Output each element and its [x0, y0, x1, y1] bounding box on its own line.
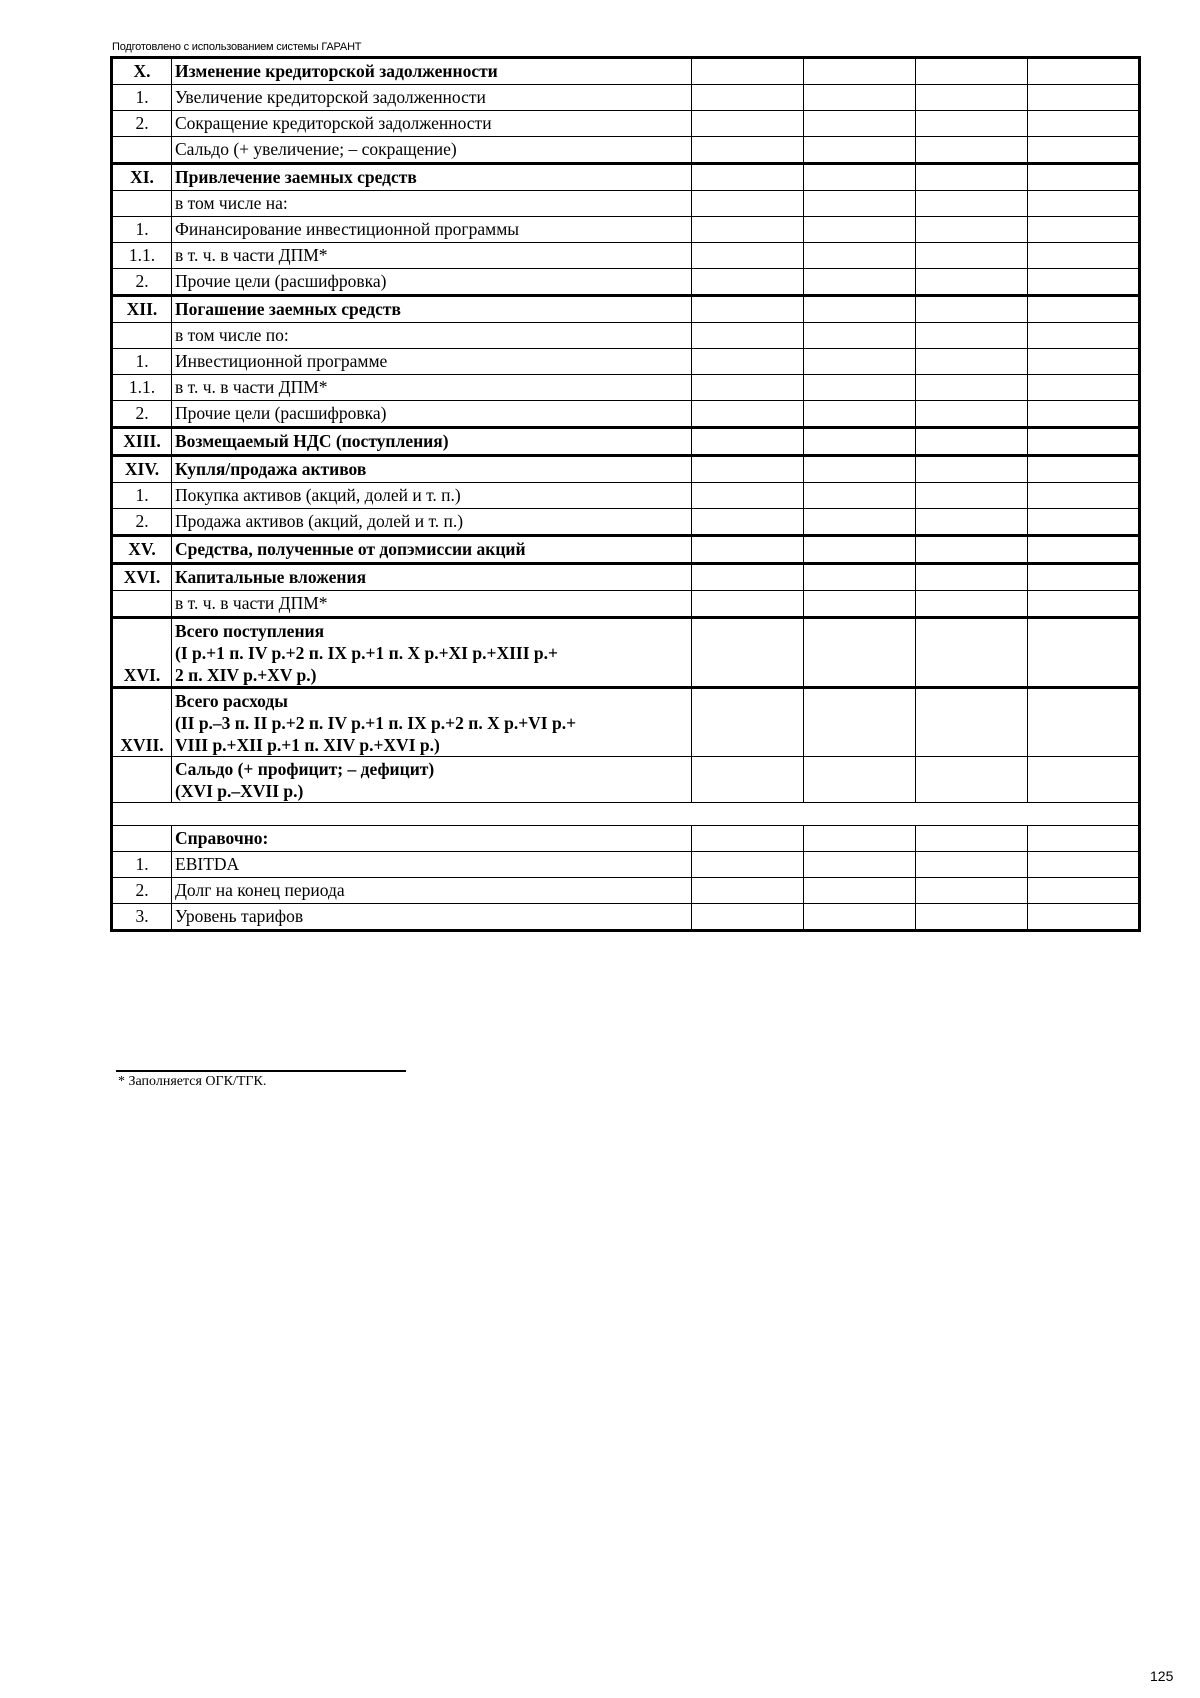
value-cell [1028, 456, 1140, 483]
value-cell [1028, 137, 1140, 164]
row-label-line: в т. ч. в части ДПМ* [175, 377, 328, 397]
table-row [112, 803, 1140, 826]
value-cell [1028, 878, 1140, 904]
row-number: 2. [112, 269, 172, 296]
row-label [172, 269, 692, 296]
row-label-line: Сокращение кредиторской задолженности [175, 113, 492, 133]
row-label [172, 509, 692, 536]
value-cell [804, 323, 916, 349]
table-row [112, 878, 1140, 904]
table-row [112, 852, 1140, 878]
table-row [112, 757, 1140, 803]
value-cell [916, 456, 1028, 483]
value-cell [692, 111, 804, 137]
value-cell [692, 878, 804, 904]
row-number: 3. [112, 904, 172, 931]
table-row [112, 375, 1140, 401]
value-cell [916, 375, 1028, 401]
value-cell [692, 217, 804, 243]
value-cell [1028, 509, 1140, 536]
value-cell [916, 217, 1028, 243]
row-label-line: (I р.+1 п. IV р.+2 п. IX р.+1 п. X р.+XI р.+XIII р.+ [175, 643, 558, 663]
cash-flow-table [110, 56, 1141, 932]
value-cell [804, 826, 916, 852]
value-cell [916, 296, 1028, 323]
table-row [112, 349, 1140, 375]
row-label [172, 618, 692, 688]
row-label-line: Всего поступления [175, 621, 325, 641]
value-cell [916, 564, 1028, 591]
value-cell [916, 536, 1028, 564]
row-label [172, 564, 692, 591]
value-cell [916, 323, 1028, 349]
value-cell [692, 375, 804, 401]
row-label-line: Возмещаемый НДС (поступления) [175, 431, 449, 451]
value-cell [692, 85, 804, 111]
value-cell [692, 591, 804, 618]
row-label [172, 757, 692, 803]
row-label [172, 456, 692, 483]
value-cell [1028, 591, 1140, 618]
value-cell [804, 509, 916, 536]
row-number: 2. [112, 401, 172, 428]
value-cell [804, 217, 916, 243]
value-cell [1028, 483, 1140, 509]
value-cell [692, 323, 804, 349]
value-cell [916, 878, 1028, 904]
row-number: XVII. [112, 688, 172, 757]
table-row [112, 483, 1140, 509]
footnote: * Заполняется ОГК/ТГК. [118, 1074, 267, 1089]
table-row [112, 591, 1140, 618]
value-cell [804, 58, 916, 85]
row-label-line: в том числе по: [175, 325, 289, 345]
value-cell [692, 852, 804, 878]
table-row [112, 58, 1140, 85]
value-cell [692, 757, 804, 803]
value-cell [916, 401, 1028, 428]
value-cell [692, 428, 804, 456]
value-cell [692, 564, 804, 591]
row-label-line: Сальдо (+ профицит; – дефицит) [175, 759, 435, 779]
value-cell [916, 243, 1028, 269]
value-cell [916, 111, 1028, 137]
row-label [172, 483, 692, 509]
value-cell [804, 191, 916, 217]
value-cell [804, 85, 916, 111]
value-cell [916, 85, 1028, 111]
table-row [112, 564, 1140, 591]
table-row [112, 243, 1140, 269]
row-number: 1.1. [112, 375, 172, 401]
table-row [112, 428, 1140, 456]
row-label [172, 591, 692, 618]
row-label-line: Изменение кредиторской задолженности [175, 61, 498, 81]
page-number: 125 [1150, 1668, 1174, 1684]
value-cell [804, 428, 916, 456]
value-cell [804, 375, 916, 401]
row-label-line: в т. ч. в части ДПМ* [175, 593, 328, 613]
row-number: XVI. [112, 618, 172, 688]
row-label [172, 904, 692, 931]
row-label [172, 191, 692, 217]
value-cell [1028, 217, 1140, 243]
value-cell [804, 401, 916, 428]
value-cell [916, 137, 1028, 164]
table-row [112, 111, 1140, 137]
value-cell [804, 688, 916, 757]
row-label [172, 243, 692, 269]
row-label-line: в т. ч. в части ДПМ* [175, 245, 328, 265]
row-number: 2. [112, 111, 172, 137]
row-label [172, 296, 692, 323]
value-cell [804, 852, 916, 878]
table-row [112, 164, 1140, 191]
header-note: Подготовлено с использованием системы ГАРАНТ [112, 41, 362, 53]
row-label-line: Прочие цели (расшифровка) [175, 403, 387, 423]
row-label [172, 375, 692, 401]
value-cell [804, 111, 916, 137]
row-label [172, 401, 692, 428]
table-row [112, 323, 1140, 349]
row-label-line: Прочие цели (расшифровка) [175, 271, 387, 291]
value-cell [916, 58, 1028, 85]
row-number: 1.1. [112, 243, 172, 269]
table-row [112, 688, 1140, 757]
row-label-line: Финансирование инвестиционной программы [175, 219, 520, 239]
value-cell [692, 456, 804, 483]
row-number: XIV. [112, 456, 172, 483]
table-row [112, 618, 1140, 688]
row-label-line: Долг на конец периода [175, 880, 345, 900]
value-cell [692, 688, 804, 757]
value-cell [804, 591, 916, 618]
row-label [172, 164, 692, 191]
row-number [112, 826, 172, 852]
value-cell [1028, 564, 1140, 591]
row-label-line: VIII р.+XII р.+1 п. XIV р.+XVI р.) [175, 735, 440, 755]
row-label [172, 217, 692, 243]
value-cell [692, 349, 804, 375]
row-label-line: Капитальные вложения [175, 567, 367, 587]
value-cell [1028, 375, 1140, 401]
value-cell [1028, 191, 1140, 217]
row-number: 1. [112, 349, 172, 375]
table-row [112, 217, 1140, 243]
row-number: XV. [112, 536, 172, 564]
row-label [172, 58, 692, 85]
row-number: XVI. [112, 564, 172, 591]
value-cell [692, 826, 804, 852]
row-label [172, 349, 692, 375]
value-cell [916, 349, 1028, 375]
row-label [172, 323, 692, 349]
table-row [112, 401, 1140, 428]
row-label [172, 428, 692, 456]
value-cell [1028, 164, 1140, 191]
value-cell [1028, 349, 1140, 375]
value-cell [692, 904, 804, 931]
value-cell [804, 536, 916, 564]
row-number: XI. [112, 164, 172, 191]
value-cell [916, 591, 1028, 618]
row-label [172, 111, 692, 137]
row-number [112, 757, 172, 803]
value-cell [804, 296, 916, 323]
table-row [112, 85, 1140, 111]
row-number: 1. [112, 85, 172, 111]
value-cell [1028, 111, 1140, 137]
value-cell [916, 904, 1028, 931]
value-cell [1028, 536, 1140, 564]
row-label [172, 85, 692, 111]
value-cell [804, 564, 916, 591]
value-cell [804, 164, 916, 191]
value-cell [916, 483, 1028, 509]
row-label-line: Справочно: [175, 828, 269, 848]
value-cell [916, 618, 1028, 688]
value-cell [692, 269, 804, 296]
table-row [112, 536, 1140, 564]
row-label-line: Уровень тарифов [175, 906, 304, 926]
row-label [172, 852, 692, 878]
value-cell [804, 618, 916, 688]
row-label-line: Погашение заемных средств [175, 299, 401, 319]
row-number [112, 323, 172, 349]
value-cell [1028, 826, 1140, 852]
value-cell [804, 456, 916, 483]
value-cell [692, 164, 804, 191]
value-cell [1028, 852, 1140, 878]
row-label [172, 688, 692, 757]
value-cell [1028, 757, 1140, 803]
value-cell [916, 269, 1028, 296]
table-row [112, 191, 1140, 217]
row-number [112, 191, 172, 217]
value-cell [692, 618, 804, 688]
value-cell [692, 243, 804, 269]
row-number: X. [112, 58, 172, 85]
row-label-line: (II р.–3 п. II р.+2 п. IV р.+1 п. IX р.+2 п. X р.+VI р.+ [175, 713, 577, 733]
value-cell [916, 688, 1028, 757]
value-cell [1028, 243, 1140, 269]
value-cell [916, 852, 1028, 878]
row-label [172, 826, 692, 852]
table-row [112, 296, 1140, 323]
row-label-line: Покупка активов (акций, долей и т. п.) [175, 485, 461, 505]
value-cell [1028, 85, 1140, 111]
value-cell [916, 428, 1028, 456]
row-label-line: (XVI р.–XVII р.) [175, 781, 304, 801]
table-body [112, 58, 1140, 931]
value-cell [1028, 618, 1140, 688]
value-cell [916, 757, 1028, 803]
value-cell [1028, 323, 1140, 349]
value-cell [1028, 58, 1140, 85]
row-number: XIII. [112, 428, 172, 456]
table-row [112, 269, 1140, 296]
row-label-line: Сальдо (+ увеличение; – сокращение) [175, 139, 457, 159]
row-label-line: 2 п. XIV р.+XV р.) [175, 665, 317, 685]
value-cell [1028, 296, 1140, 323]
row-label-line: Продажа активов (акций, долей и т. п.) [175, 511, 464, 531]
value-cell [804, 757, 916, 803]
row-label-line: Увеличение кредиторской задолженности [175, 87, 486, 107]
value-cell [1028, 401, 1140, 428]
table-row [112, 904, 1140, 931]
spacer-cell [112, 803, 1140, 826]
row-number: XII. [112, 296, 172, 323]
row-label-line: Привлечение заемных средств [175, 167, 417, 187]
value-cell [692, 137, 804, 164]
value-cell [692, 58, 804, 85]
value-cell [804, 243, 916, 269]
value-cell [916, 191, 1028, 217]
value-cell [804, 137, 916, 164]
row-label-line: Инвестиционной программе [175, 351, 388, 371]
value-cell [804, 878, 916, 904]
value-cell [1028, 904, 1140, 931]
value-cell [916, 509, 1028, 536]
table-row [112, 137, 1140, 164]
row-number: 2. [112, 878, 172, 904]
row-label-line: в том числе на: [175, 193, 288, 213]
value-cell [804, 483, 916, 509]
value-cell [804, 269, 916, 296]
row-label [172, 536, 692, 564]
row-label [172, 878, 692, 904]
footnote-divider [116, 1070, 406, 1072]
value-cell [804, 904, 916, 931]
value-cell [1028, 428, 1140, 456]
value-cell [692, 509, 804, 536]
row-number [112, 137, 172, 164]
row-number: 1. [112, 483, 172, 509]
row-label [172, 137, 692, 164]
row-number [112, 591, 172, 618]
row-label-line: Всего расходы [175, 691, 288, 711]
value-cell [916, 826, 1028, 852]
row-label-line: Купля/продажа активов [175, 459, 367, 479]
value-cell [692, 401, 804, 428]
row-number: 2. [112, 509, 172, 536]
value-cell [692, 296, 804, 323]
value-cell [1028, 688, 1140, 757]
table-row [112, 509, 1140, 536]
value-cell [692, 536, 804, 564]
value-cell [692, 483, 804, 509]
table-row [112, 826, 1140, 852]
row-label-line: Средства, полученные от допэмиссии акций [175, 539, 526, 559]
row-number: 1. [112, 852, 172, 878]
value-cell [1028, 269, 1140, 296]
value-cell [804, 349, 916, 375]
row-number: 1. [112, 217, 172, 243]
row-label-line: EBITDA [175, 854, 240, 874]
value-cell [692, 191, 804, 217]
value-cell [916, 164, 1028, 191]
table-row [112, 456, 1140, 483]
